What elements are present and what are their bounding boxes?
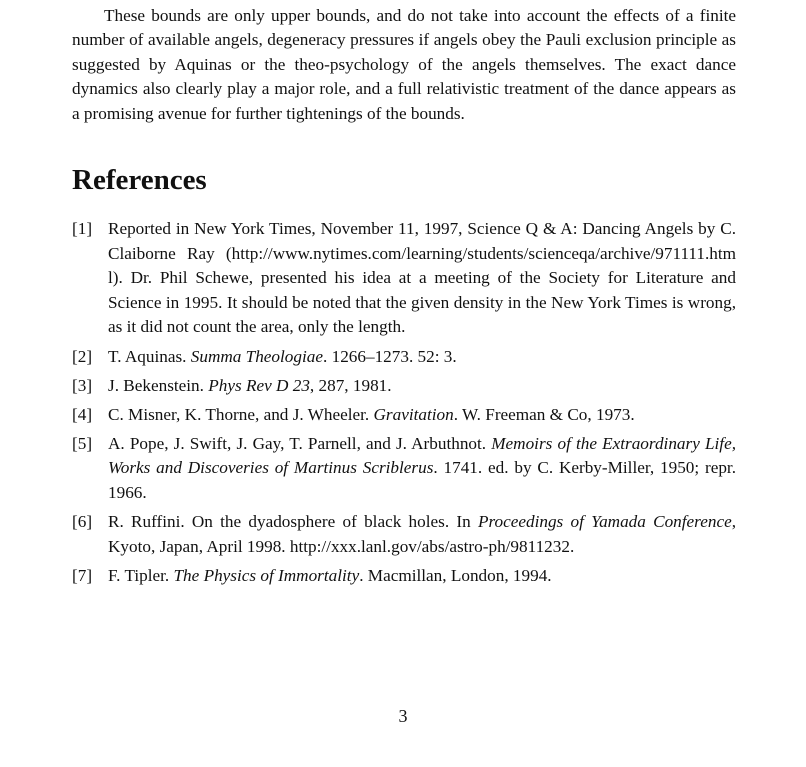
reference-item-4 <box>72 403 736 428</box>
page-number: 3 <box>398 706 408 726</box>
reference-title: Memoirs of the Extraordinary Life, Works and Discoveries of Martinus Scriblerus <box>108 433 736 478</box>
reference-authors: C. Misner, K. Thorne, and J. Wheeler. <box>108 404 374 424</box>
reference-label: [ 7 ] <box>72 564 92 589</box>
reference-label: [ 1 ] <box>72 217 92 242</box>
reference-item-2 <box>72 345 736 370</box>
reference-label: [ 3 ] <box>72 374 92 399</box>
paper-page <box>72 4 736 593</box>
reference-label: [ 6 ] <box>72 510 92 535</box>
reference-authors: R. Ruffini. On the dyadosphere of black holes. In <box>108 512 478 532</box>
references-heading: References <box>72 164 207 197</box>
reference-authors: T. Aquinas. <box>108 346 191 366</box>
reference-authors: F. Tipler. <box>108 565 174 585</box>
reference-url: http://www.nytimes.com/learning/students/scienceqa/archive/971111.html <box>108 243 736 288</box>
reference-details: . W. Freeman & Co, 1973. <box>453 404 635 424</box>
reference-title: Proceedings of Yamada Conference <box>477 512 732 532</box>
reference-item-5 <box>72 432 736 506</box>
reference-details: , Kyoto, Japan, April 1998. http://xxx.lanl.gov/abs/astro-ph/9811232. <box>108 512 736 556</box>
reference-text: ). Dr. Phil Schewe, presented his idea at a meeting of the Society for Literature and Science in 1995. It should be noted that the given density in the New York Times is wrong, as it did not count the area, only the length. <box>108 268 736 337</box>
reference-label: [ 4 ] <box>72 403 92 428</box>
reference-label: [ 2 ] <box>72 345 92 370</box>
reference-item-1 <box>72 217 736 340</box>
reference-item-3 <box>72 374 736 399</box>
reference-title: The Physics of Immortality <box>173 565 360 585</box>
reference-title: Summa Theologiae <box>190 346 323 366</box>
reference-title: Gravitation <box>373 404 454 424</box>
reference-authors: J. Bekenstein. <box>108 375 209 395</box>
reference-item-6 <box>72 510 736 559</box>
reference-details: , 287, 1981. <box>309 375 392 395</box>
reference-item-7 <box>72 564 736 589</box>
reference-details: . Macmillan, London, 1994. <box>359 565 552 585</box>
reference-details: . 1266–1273. 52: 3. <box>323 346 457 366</box>
reference-label: [ 5 ] <box>72 432 92 457</box>
body-paragraph: These bounds are only upper bounds, and do not take into account the effects of a finite number of available angels, degeneracy pressures if angels obey the Pauli exclusion principle as suggested by Aquinas or the theo-psychology of the angels themselves. The exact dance dynamics also clearly play a major role, and a full relativistic treatment of the dance appears as a promising avenue for further tightenings of the bounds. <box>72 6 736 123</box>
reference-details: . 1741. ed. by C. Kerby-Miller, 1950; repr. 1966. <box>108 458 736 502</box>
reference-list <box>72 217 736 588</box>
reference-title: Phys Rev D 23 <box>208 375 310 395</box>
reference-authors: A. Pope, J. Swift, J. Gay, T. Parnell, and J. Arbuthnot. <box>108 433 492 453</box>
reference-text: Reported in New York Times, November 11, 1997, Science Q & A: Dancing Angels by C. Claiborne Ray ( <box>108 219 736 263</box>
